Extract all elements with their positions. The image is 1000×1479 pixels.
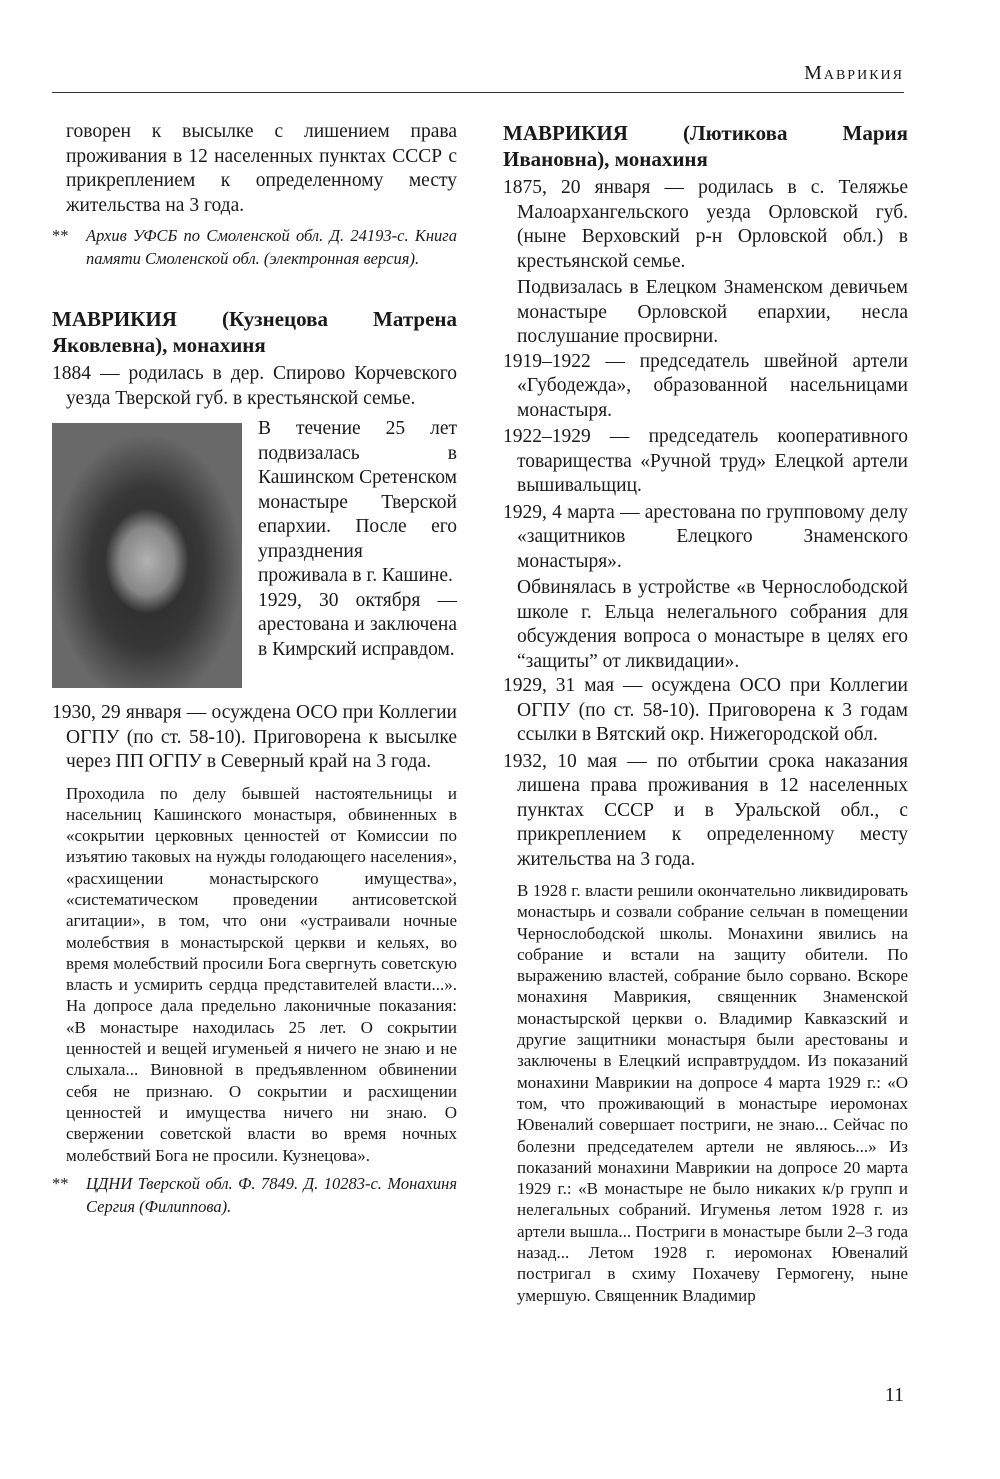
monastery-paragraph: В течение 25 лет подвизалась в Кашинском Сретенском монастыре Тверской епархии. После его упразднения проживала в г. Кашине. xyxy=(258,418,457,586)
photo-block xyxy=(52,417,457,699)
entry-born: 1884 — родилась в дер. Спирово Корчевского уезда Тверской губ. в крестьянской семье. xyxy=(52,363,457,409)
event-1919: 1919–1922 — председатель швейной артели «Губодежда», образованной насельницами монастыря. xyxy=(503,350,908,421)
event-1932: 1932, 10 мая — по отбытии срока наказания лишена права проживания в 12 населенных пунктах СССР и в Уральской обл., с прикреплением к определенному месту жительства на 3 года. xyxy=(503,750,908,870)
monastery-paragraph: Подвизалась в Елецком Знаменском девичьем монастыре Орловской епархии, несла послушание просвирни. xyxy=(517,277,908,347)
running-head: Маврикия xyxy=(804,62,904,84)
page-number: 11 xyxy=(884,1384,904,1406)
header-rule xyxy=(52,92,904,93)
source-text: Архив УФСБ по Смоленской обл. Д. 24193-с. Книга памяти Смоленской обл. (электронная версия). xyxy=(86,226,457,268)
source-mark: ** xyxy=(52,1173,69,1193)
source-note xyxy=(52,224,457,270)
portrait-photo xyxy=(52,423,242,688)
case-note: Проходила по делу бывшей настоятельницы и насельниц Кашинского монастыря, обвиненных в «сокрытии церковных ценностей от Комиссии по изъятию таковых на нужды голодающего населения», «расхищении монастырского имущества», «систематическом проведении антисоветской агитации», в том, что они «устраивали ночные молебствия в монастырской церкви и кельях, во время молебствий просили Бога свергнуть советскую власть и усмирить сердца представителей власти...». На допросе дала предельно лаконичные показания: «В монастыре находилась 25 лет. О сокрытии ценностей и вещей игуменьей я ничего не знаю и не слыхала... Виновной в предъявленном обвинении себя не признаю. О сокрытии и расхищении ценностей и имущества ничего ни знаю. О свержении советской власти во время ночных молебствий Бога не просили. Кузнецова». xyxy=(66,783,457,1165)
arrest-paragraph: 1929, 30 октября — арестована и заключена в Кимрский исправдом. xyxy=(258,589,457,660)
event-1922: 1922–1929 — председатель кооперативного товарищества «Ручной труд» Елецкой артели вышивальщиц. xyxy=(503,426,908,496)
entry-born: 1875, 20 января — родилась в с. Теляжье Малоархангельского уезда Орловской губ. (ныне Верховский р-н Орловской обл.) в крестьянской семье. xyxy=(503,177,908,272)
source-text: ЦДНИ Тверской обл. Ф. 7849. Д. 10283-с. Монахиня Сергия (Филиппова). xyxy=(86,1173,457,1216)
right-column xyxy=(503,120,908,1306)
event-1929-sentence: 1929, 31 мая — осуждена ОСО при Коллегии ОГПУ (по ст. 58-10). Приговорена к 3 годам ссылки в Вятский окр. Нижегородской обл. xyxy=(503,675,908,745)
sentence-1930: 1930, 29 января — осуждена ОСО при Коллегии ОГПУ (по ст. 58-10). Приговорена к высылке через ПП ОГПУ в Северный край на 3 года. xyxy=(52,702,457,772)
left-column xyxy=(52,120,457,1218)
source-note xyxy=(52,1172,457,1218)
case-note: В 1928 г. власти решили окончательно ликвидировать монастырь и созвали собрание сельчан в помещении Чернослободской школы. Монахини явились на собрание и встали на защиту обители. По выражению властей, собрание было сорвано. Вскоре монахиня Маврикия, священник Знаменской монастырской церкви о. Владимир Кавказский и другие защитники монастыря были арестованы и заключены в Елецкий исправтруддом. Из показаний монахини Маврикии на допросе 4 марта 1929 г.: «О том, что проживающий в монастыре иеромонах Ювеналий совершает постриги, не знаю... Сейчас по болезни председателем артели не являюсь...» Из показаний монахини Маврикии на допросе 20 марта 1929 г.: «В монастыре не было никаких к/р групп и нелегальных собраний. Игуменья летом 1928 г. из артели вышла... Постриги в монастыре были 2–3 года назад... Летом 1928 г. иеромонах Ювеналий постригал в схиму Похачеву Гермогену, ныне умершую. Священник Владимир xyxy=(517,881,908,1305)
entry-title-lyutikova: МАВРИКИЯ (Лютикова Мария Ивановна), монахиня xyxy=(503,121,908,171)
continuation-paragraph: говорен к высылке с лишением права проживания в 12 населенных пунктах СССР с прикреплением к определенному месту жительства на 3 года. xyxy=(66,121,457,216)
source-mark: ** xyxy=(52,226,69,245)
photo-side-text xyxy=(258,417,457,662)
accusation-paragraph: Обвинялась в устройстве «в Чернослободской школе г. Ельца нелегального собрания для обсуждения вопроса о монастыре в целях его “защиты” от ликвидации». xyxy=(517,577,908,672)
entry-title-kuznetsova: МАВРИКИЯ (Кузнецова Матрена Яковлевна), монахиня xyxy=(52,307,457,357)
event-1929-arrest: 1929, 4 марта — арестована по групповому делу «защитников Елецкого Знаменского монастыря». xyxy=(503,501,908,572)
